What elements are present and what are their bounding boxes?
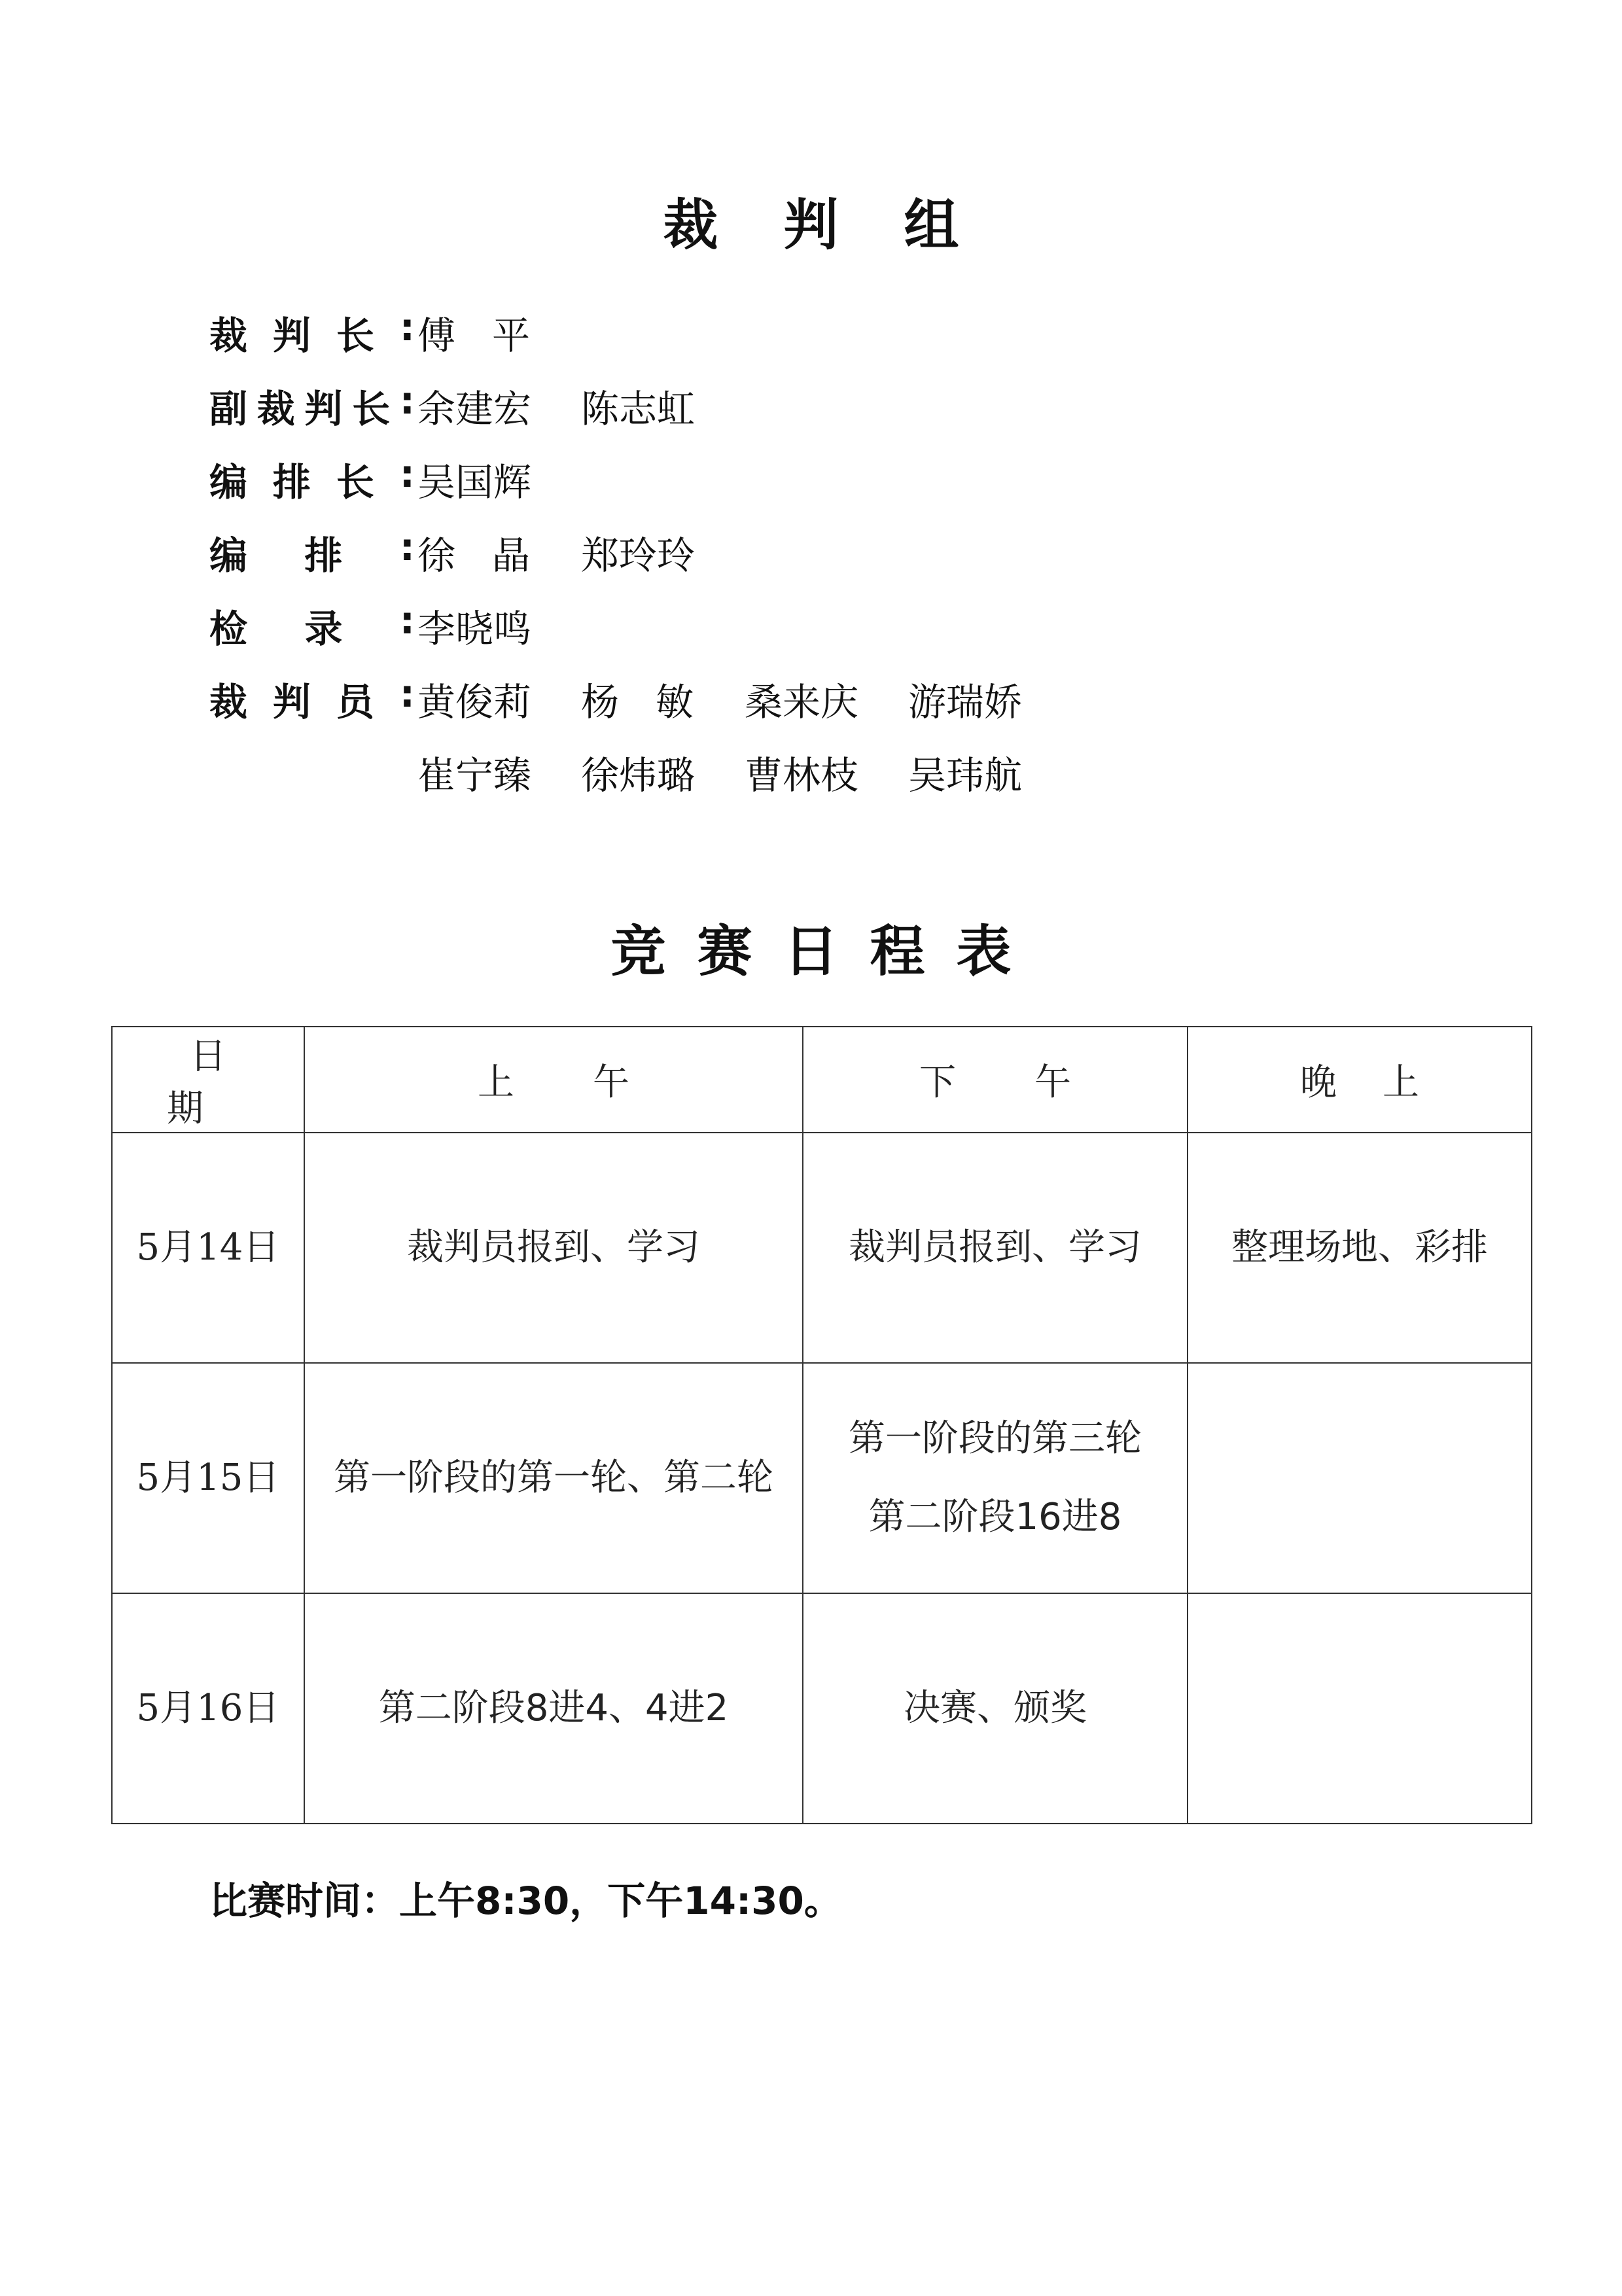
roster-row (209, 369, 1026, 442)
roster-names (417, 378, 699, 433)
header-morning: 上午 (304, 1027, 803, 1133)
schedule-cell-line: 裁判员报到、学习 (849, 1226, 1142, 1269)
header-date: 日期 (112, 1027, 304, 1133)
referee-group-title: 裁判组 (663, 193, 1025, 257)
roster-row (209, 735, 1026, 809)
schedule-date: 5月14日 (112, 1133, 304, 1363)
roster-names (417, 451, 535, 506)
roster-role: 裁 判 长 : (209, 305, 415, 358)
header-evening: 晚上 (1188, 1027, 1532, 1133)
referee-name: 徐炜璐 (581, 753, 696, 798)
roster-role: 编 排 长 : (209, 451, 415, 504)
referee-name: 吴国辉 (417, 460, 532, 504)
roster-names (417, 525, 699, 580)
referee-name: 徐晶 (417, 533, 567, 578)
referee-name: 曹林枝 (745, 753, 859, 798)
schedule-evening-cell (1188, 1133, 1532, 1363)
schedule-cell-line: 决赛、颁奖 (904, 1687, 1087, 1729)
match-time-note: 比赛时间：上午8:30，下午14:30。 (209, 1879, 842, 1923)
referee-name: 桑来庆 (745, 680, 859, 724)
referee-roster (209, 296, 1026, 809)
roster-role: 裁 判 员 : (209, 671, 415, 724)
referee-name: 吴玮航 (908, 753, 1023, 798)
referee-name: 郑玲玲 (581, 533, 696, 578)
roster-role: 编 排 : (209, 525, 415, 578)
schedule-title: 竞赛日程表 (610, 919, 1043, 983)
roster-names (417, 671, 1026, 726)
schedule-date: 5月15日 (112, 1363, 304, 1593)
referee-name: 崔宁臻 (417, 753, 532, 798)
schedule-evening-cell (1188, 1593, 1532, 1824)
schedule-row (112, 1593, 1532, 1824)
schedule-cell-line: 第一阶段的第一轮、第二轮 (334, 1457, 773, 1499)
schedule-morning-cell (304, 1133, 803, 1363)
roster-names (417, 745, 1026, 800)
roster-row (209, 516, 1026, 589)
referee-name: 游瑞娇 (908, 680, 1023, 724)
schedule-afternoon-cell (803, 1363, 1188, 1593)
schedule-morning-cell (304, 1363, 803, 1593)
header-afternoon: 下午 (803, 1027, 1188, 1133)
roster-row (209, 296, 1026, 369)
schedule-morning-cell (304, 1593, 803, 1824)
roster-row (209, 442, 1026, 516)
schedule-row (112, 1363, 1532, 1593)
schedule-cell-line: 第二阶段8进4、4进2 (378, 1687, 729, 1729)
schedule-row (112, 1133, 1532, 1363)
schedule-cell-line: 裁判员报到、学习 (407, 1226, 700, 1269)
roster-role: 检 录 : (209, 598, 415, 651)
roster-names (417, 598, 535, 653)
roster-row (209, 662, 1026, 735)
schedule-date: 5月16日 (112, 1593, 304, 1824)
schedule-cell-line: 第二阶段16进8 (868, 1496, 1122, 1538)
referee-name: 李晓鸣 (417, 607, 532, 651)
schedule-afternoon-cell (803, 1593, 1188, 1824)
referee-name: 杨敏 (581, 680, 731, 724)
schedule-header-row (112, 1027, 1532, 1133)
schedule-afternoon-cell (803, 1133, 1188, 1363)
roster-names (417, 305, 567, 360)
schedule-cell-line: 整理场地、彩排 (1231, 1226, 1488, 1269)
referee-name: 陈志虹 (581, 387, 696, 431)
schedule-table (111, 1026, 1532, 1824)
referee-name: 余建宏 (417, 387, 532, 431)
schedule-evening-cell (1188, 1363, 1532, 1593)
referee-name: 黄俊莉 (417, 680, 532, 724)
roster-row (209, 589, 1026, 662)
schedule-cell-line: 第一阶段的第三轮 (849, 1417, 1142, 1460)
roster-role: 副 裁 判 长 : (209, 378, 415, 431)
referee-name: 傅平 (417, 313, 567, 358)
